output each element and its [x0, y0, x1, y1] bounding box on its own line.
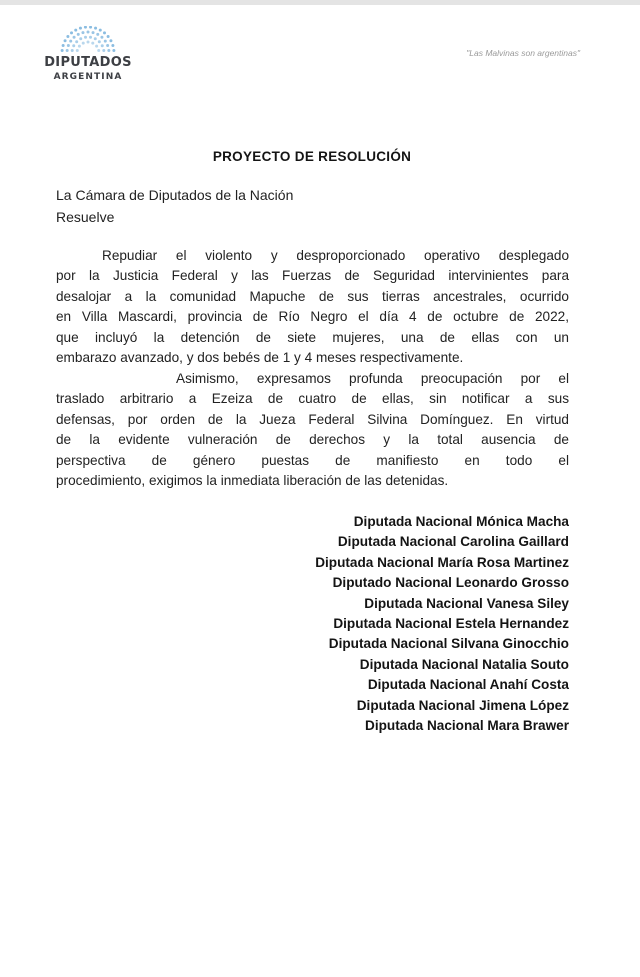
signature-line: Diputada Nacional Estela Hernandez: [333, 616, 569, 632]
logo-seat-dot: [67, 44, 70, 47]
paragraph-line: Repudiar el violento y desproporcionado operativo desplegado: [102, 248, 569, 263]
logo-seat-dot: [101, 44, 104, 47]
signature-line: Diputada Nacional Natalia Souto: [359, 656, 569, 672]
logo-seat-dot: [111, 44, 114, 47]
logo-seat-dot: [102, 49, 105, 52]
logo-seat-dot: [87, 31, 90, 34]
logo-seat-dot: [94, 37, 97, 40]
signature-line: Diputada Nacional Vanesa Siley: [364, 595, 569, 611]
paragraph-line: traslado arbitrario a Ezeiza de cuatro de ellas, sin notificar a sus: [56, 391, 569, 407]
logo-seat-dot: [69, 40, 72, 43]
logo-seat-dot: [66, 35, 69, 38]
logo-seat-dot: [70, 31, 73, 34]
logo-title: DIPUTADOS: [44, 55, 132, 70]
logo-seat-dot: [89, 26, 92, 29]
signature-line: Diputado Nacional Leonardo Grosso: [332, 575, 569, 591]
signature-line: Diputada Nacional Anahí Costa: [367, 677, 569, 693]
resolution-paragraph-1: [56, 246, 569, 368]
paragraph-line: embarazo avanzado, y dos bebés de 1 y 4 meses respectivamente.: [56, 349, 464, 365]
intro-resolves: Resuelve: [56, 209, 115, 225]
logo-seat-dot: [103, 31, 106, 34]
logo-seat-dot: [79, 27, 82, 30]
paragraph-line: procedimiento, exigimos la inmediata liberación de las detenidas.: [56, 472, 449, 488]
signature-block: [200, 512, 569, 736]
logo-seat-dot: [107, 35, 110, 38]
signature-line: Diputada Nacional Jimena López: [356, 697, 569, 713]
logo-seat-dot: [96, 33, 99, 36]
header-motto: "Las Malvinas son argentinas": [466, 48, 580, 58]
paragraph-line: defensas, por orden de la Jueza Federal Silvina Domínguez. En virtud: [56, 411, 569, 427]
logo-seat-dot: [107, 49, 110, 52]
logo-seat-dot: [74, 29, 77, 32]
logo-seat-dot: [81, 31, 84, 34]
logo-seat-dot: [98, 40, 101, 43]
logo-seat-dot: [84, 36, 87, 39]
logo-seat-dot: [75, 40, 78, 43]
resolution-paragraph-2: [56, 369, 569, 491]
paragraph-line: de la evidente vulneración de derechos y la total ausencia de: [56, 432, 569, 448]
top-border: [0, 0, 640, 5]
logo-seat-dot: [106, 44, 109, 47]
logo-seat-dot: [79, 37, 82, 40]
signature-line: Diputada Nacional Silvana Ginocchio: [328, 636, 569, 652]
paragraph-line: que incluyó la detención de siete mujeres, una de ellas con un: [56, 329, 569, 345]
document-title: PROYECTO DE RESOLUCIÓN: [212, 149, 412, 164]
paragraph-line: perspectiva de género puestas de manifiesto en todo el: [56, 452, 569, 468]
logo-seat-dot: [62, 44, 65, 47]
paragraph-line: en Villa Mascardi, provincia de Río Negro el día 4 de octubre de 2022,: [56, 309, 569, 325]
logo-seat-dot: [95, 45, 98, 48]
paragraph-line: desalojar a la comunidad Mapuche de sus tierras ancestrales, ocurrido: [56, 288, 569, 304]
congress-arc-icon: [52, 26, 124, 54]
logo-seat-dot: [71, 49, 74, 52]
logo-seat-dot: [61, 49, 64, 52]
logo-seat-dot: [112, 49, 115, 52]
logo-seat-dot: [78, 45, 81, 48]
logo-seat-dot: [99, 29, 102, 32]
logo-seat-dot: [82, 42, 85, 45]
logo-seat-dot: [64, 39, 67, 42]
logo-seat-dot: [87, 41, 90, 44]
diputados-logo: [38, 26, 138, 82]
signature-line: Diputada Nacional Mónica Macha: [353, 514, 569, 529]
signature-line: Diputada Nacional María Rosa Martinez: [315, 554, 569, 570]
logo-seat-dot: [76, 49, 79, 52]
paragraph-line: por la Justicia Federal y las Fuerzas de Seguridad intervinientes para: [56, 268, 569, 284]
logo-seat-dot: [72, 44, 75, 47]
logo-seat-dot: [84, 26, 87, 29]
logo-seat-dot: [97, 49, 100, 52]
logo-seat-dot: [73, 36, 76, 39]
signature-line: Diputada Nacional Mara Brawer: [365, 718, 569, 734]
signature-line: Diputada Nacional Carolina Gaillard: [337, 534, 569, 550]
logo-seat-dot: [66, 49, 69, 52]
logo-seat-dot: [104, 40, 107, 43]
logo-seat-dot: [100, 36, 103, 39]
logo-seat-dot: [89, 36, 92, 39]
logo-seat-dot: [94, 27, 97, 30]
logo-seat-dot: [91, 42, 94, 45]
logo-seat-dot: [92, 31, 95, 34]
logo-seat-dot: [77, 33, 80, 36]
logo-subtitle: ARGENTINA: [53, 72, 123, 82]
logo-seat-dot: [109, 39, 112, 42]
paragraph-line: Asimismo, expresamos profunda preocupación por el: [176, 371, 569, 386]
intro-chamber: La Cámara de Diputados de la Nación: [56, 187, 294, 203]
